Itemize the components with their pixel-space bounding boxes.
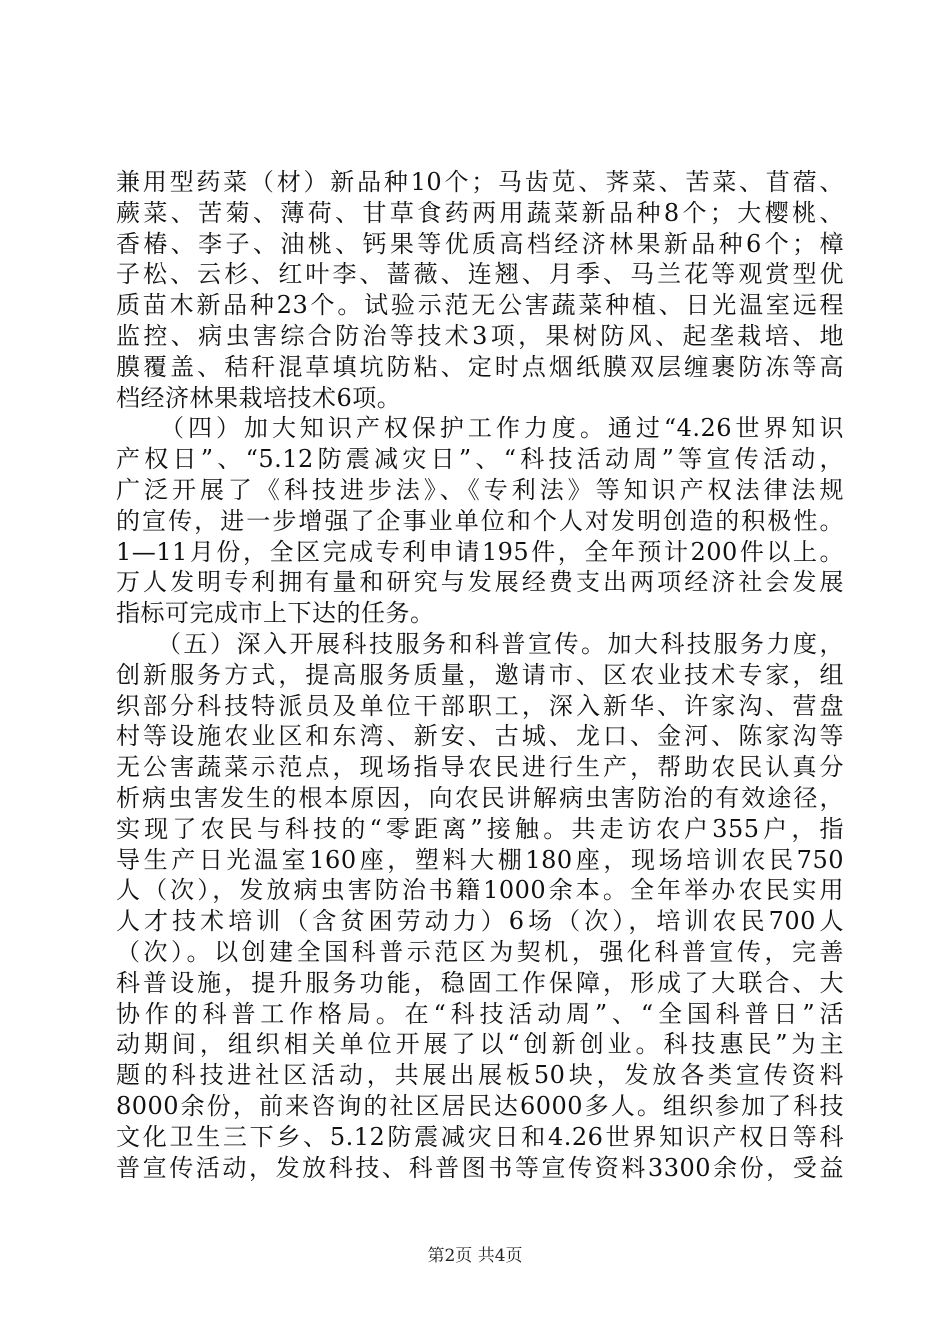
text-line: 质苗木新品种23个。试验示范无公害蔬菜种植、日光温室远程 [116, 291, 844, 320]
text-line: 广泛开展了《科技进步法》、《专利法》等知识产权法律法规 [116, 475, 844, 504]
text-line: 织部分科技特派员及单位干部职工，深入新华、许家沟、营盘 [116, 691, 844, 720]
text-line: 子松、云杉、红叶李、蔷薇、连翘、月季、马兰花等观赏型优 [116, 260, 844, 289]
text-line: 8000余份，前来咨询的社区居民达6000多人。组织参加了科技 [116, 1091, 844, 1120]
text-line: 档经济林果栽培技术6项。 [116, 383, 402, 412]
text-line: 人才技术培训（含贫困劳动力）6场（次），培训农民700人 [116, 907, 844, 936]
text-line: （四）加大知识产权保护工作力度。通过“4.26世界知识 [116, 414, 844, 443]
text-line: 动期间，组织相关单位开展了以“创新创业。科技惠民”为主 [116, 1030, 844, 1059]
text-line: 科普设施，提升服务功能，稳固工作保障，形成了大联合、大 [116, 968, 844, 997]
text-line: （次）。以创建全国科普示范区为契机，强化科普宣传，完善 [116, 937, 844, 966]
text-line: 文化卫生三下乡、5.12防震减灾日和4.26世界知识产权日等科 [116, 1122, 844, 1151]
text-line: 产权日”、“5.12防震减灾日”、“科技活动周”等宣传活动， [116, 445, 844, 474]
text-line: 蕨菜、苦菊、薄荷、甘草食药两用蔬菜新品种8个；大樱桃、 [116, 198, 844, 227]
text-line: 村等设施农业区和东湾、新安、古城、龙口、金河、陈家沟等 [116, 722, 844, 751]
text-line: 协作的科普工作格局。在“科技活动周”、“全国科普日”活 [116, 999, 844, 1028]
text-line: 膜覆盖、秸秆混草填坑防粘、定时点烟纸膜双层缠裹防冻等高 [116, 352, 844, 381]
text-line: 析病虫害发生的根本原因，向农民讲解病虫害防治的有效途径， [116, 783, 844, 812]
text-line: 兼用型药菜（材）新品种10个；马齿苋、荠菜、苦菜、苜蓿、 [116, 168, 844, 196]
text-line: 万人发明专利拥有量和研究与发展经费支出两项经济社会发展 [116, 568, 844, 597]
text-line: 监控、病虫害综合防治等技术3项，果树防风、起垄栽培、地 [116, 321, 844, 350]
text-line: 导生产日光温室160座，塑料大棚180座，现场培训农民750 [116, 845, 844, 874]
text-line: 实现了农民与科技的“零距离”接触。共走访农户355户，指 [116, 814, 844, 843]
text-line: 1—11月份，全区完成专利申请195件，全年预计200件以上。 [116, 537, 844, 566]
text-line: 人（次），发放病虫害防治书籍1000余本。全年举办农民实用 [116, 876, 844, 905]
text-line: 无公害蔬菜示范点，现场指导农民进行生产，帮助农民认真分 [116, 753, 844, 782]
text-line: 的宣传，进一步增强了企事业单位和个人对发明创造的积极性。 [116, 506, 844, 535]
body-text [116, 167, 844, 1183]
text-line: 指标可完成市上下达的任务。 [116, 599, 435, 628]
page-footer: 第2页 共4页 [427, 1246, 523, 1266]
text-line: 创新服务方式，提高服务质量，邀请市、区农业技术专家，组 [116, 660, 844, 689]
text-line: 香椿、李子、油桃、钙果等优质高档经济林果新品种6个；樟 [116, 229, 844, 258]
text-line: 题的科技进社区活动，共展出展板50块，发放各类宣传资料 [116, 1061, 844, 1090]
text-line: （五）深入开展科技服务和科普宣传。加大科技服务力度， [116, 629, 844, 658]
text-line: 普宣传活动，发放科技、科普图书等宣传资料3300余份，受益 [116, 1153, 844, 1182]
